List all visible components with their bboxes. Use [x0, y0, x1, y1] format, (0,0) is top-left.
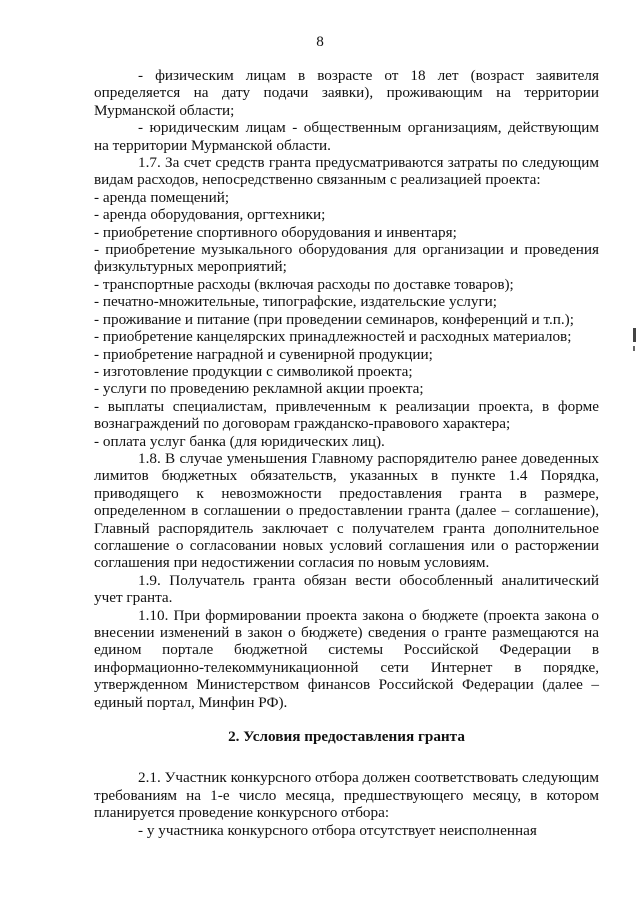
document-body	[94, 67, 599, 839]
list-item: - выплаты специалистам, привлеченным к реализации проекта, в форме вознаграждений по договорам гражданско-правового характера;	[94, 397, 599, 433]
list-item: - услуги по проведению рекламной акции проекта;	[94, 380, 424, 398]
list-item: - приобретение наградной и сувенирной продукции;	[94, 345, 433, 363]
list-item: - аренда помещений;	[94, 188, 230, 206]
list-item: - аренда оборудования, оргтехники;	[94, 206, 326, 224]
section-heading: 2. Условия предоставления гранта	[228, 728, 465, 746]
list-item: - приобретение спортивного оборудования и инвентаря;	[94, 223, 457, 241]
paragraph-1-7: 1.7. За счет средств гранта предусматриваются затраты по следующим видам расходов, непосредственно связанным с реализацией проекта:	[94, 154, 599, 189]
list-item: - приобретение канцелярских принадлежностей и расходных материалов;	[94, 328, 572, 346]
margin-mark	[633, 346, 635, 351]
list-item: - транспортные расходы (включая расходы по доставке товаров);	[94, 275, 514, 293]
expense-list	[94, 189, 599, 450]
paragraph-legal-entities: - юридическим лицам - общественным организациям, действующим на территории Мурманской области.	[94, 119, 599, 154]
list-item: - изготовление продукции с символикой проекта;	[94, 362, 413, 380]
list-item: - оплата услуг банка (для юридических лиц).	[94, 432, 385, 450]
list-item: - печатно-множительные, типографские, издательские услуги;	[94, 293, 498, 311]
paragraph-1-9: 1.9. Получатель гранта обязан вести обособленный аналитический учет гранта.	[94, 571, 599, 607]
paragraph-2-1: 2.1. Участник конкурсного отбора должен соответствовать следующим требованиям на 1-е число месяца, предшествующего месяцу, в котором планируется проведение конкурсного отбора:	[94, 769, 599, 822]
paragraph-physical-persons: - физическим лицам в возрасте от 18 лет (возраст заявителя определяется на дату подачи заявки), проживающим на территории Мурманской области;	[94, 67, 599, 119]
list-item: - приобретение музыкального оборудования для организации и проведения физкультурных мероприятий;	[94, 241, 599, 276]
paragraph-1-10: 1.10. При формировании проекта закона о бюджете (проекта закона о внесении изменений в закон о бюджете) сведения о гранте размещаются на едином портале бюджетной системы Российской Федерации в информационно-телекоммуникационной сети Интернет в порядке, утвержденном Министерством финансов Российской Федерации (далее – единый портал, Минфин РФ).	[94, 606, 599, 711]
page-number: 8	[316, 33, 324, 50]
paragraph-participant-requirement: - у участника конкурсного отбора отсутствует неисполненная	[138, 821, 537, 839]
margin-mark	[633, 328, 636, 342]
list-item: - проживание и питание (при проведении семинаров, конференций и т.п.);	[94, 310, 574, 328]
paragraph-1-8: 1.8. В случае уменьшения Главному распорядителю ранее доведенных лимитов бюджетных обязательств, указанных в пункте 1.4 Порядка, приводящего к невозможности предоставления гранта в размере, определенном в соглашении о предоставлении гранта (далее – соглашение), Главный распорядитель заключает с получателем гранта дополнительное соглашение о согласовании новых условий соглашения или о расторжении соглашения при недостижении согласия по новым условиям.	[94, 449, 599, 572]
